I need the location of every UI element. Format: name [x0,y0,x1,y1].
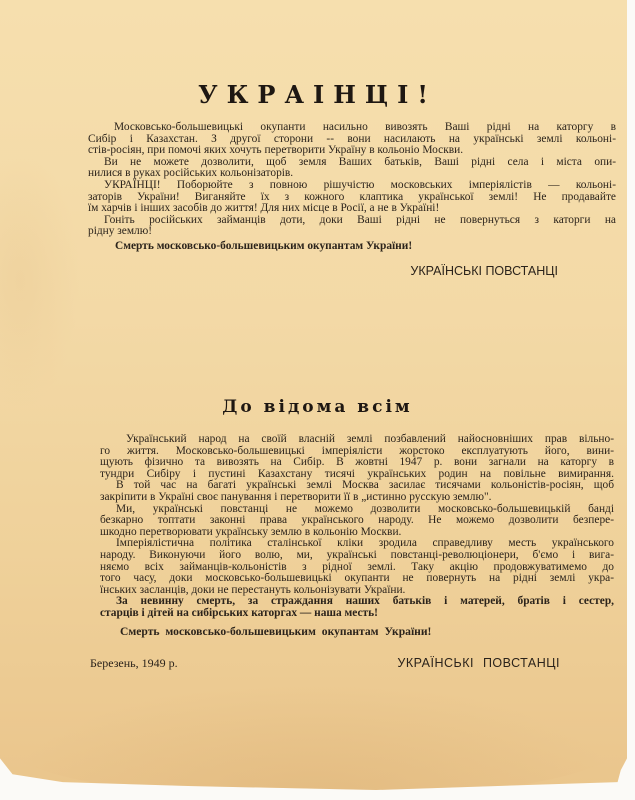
text-line: старців і дітей на сибірських каторгах — наша месть! [100,606,378,619]
text-line: няємо всіх займанців-кольоністів з рідної землі. Таку акцію продовжуватимемо до [100,560,614,573]
text-line: УКРАЇНЦІ! Поборюйте з повною рішучістю московських імперіялістів — кольоні- [104,178,616,191]
text-line: Гоніть російських займанців доти, доки Ваші рідні не повернуться з каторги на [104,213,616,226]
text-line: народу. Виконуючи його волю, ми, українські повстанці-революціонери, б'ємо і вига- [100,548,614,561]
section1-body [88,122,616,238]
text-line: нилися в руках російських кольонізаторів. [88,167,294,180]
paper-stain [0,680,627,800]
text-line: го життя. Московсько-большевицькі імперіялісти жорстоко експлуатують його, вини- [100,444,614,457]
text-line: тундри Сибіру і пустині Казахстану тисячі українських родин на повільне вимирання. [100,467,614,480]
text-line: закріпити в Україні своє панування і перетворити її в „истинно русскую землю". [100,490,492,503]
section2-title: До відома всім [222,397,413,417]
section2-body [100,434,614,620]
text-line: щують фізично та вивозять на Сибір. В жовтні 1947 р. вони загнали на каторгу в [100,456,614,469]
text-line: Український народ на своїй власній землі позбавлений найосновніших прав вільно- [126,433,614,445]
text-line: Імперіялістична політика сталінської кліки зродила справедливу месть українського [116,537,614,550]
section2-signature: УКРАЇНСЬКІ ПОВСТАНЦІ [397,656,560,670]
text-line: їм харчів і інших засобів до життя! Для них місце в Росії, а не в Україні! [88,202,440,215]
section1-slogan: Смерть московсько-большевицьким окупантам України! [115,240,413,252]
text-line: стів-росіян, при помочі яких хочуть перетворити Україну в кольоніо Москви. [88,144,464,157]
text-line: заторів України! Виганяйте їх з кожного клаптика української землі! Не продавайте [88,190,616,203]
text-line: За невинну смерть, за страждання наших батьків і матерей, братів і сестер, [116,595,614,608]
text-line: Ми, українські повстанці не можемо дозволити московсько-большевицькій банді [116,502,614,515]
text-line: Сибір і Казахстан. З другої сторони -- вони насилають на українські землі кольоні- [88,132,616,145]
section1-signature: УКРАЇНСЬКІ ПОВСТАНЦІ [410,264,558,278]
text-line: шкодно перетворювати українську землю в кольонію Москви. [100,525,402,538]
text-line: їнських засланців, доки не перестануть кольонізувати України. [100,583,406,596]
text-line: безкарно топтати законні права українського народу. Не можемо дозволити безпере- [100,514,614,527]
text-line: рідну землю! [88,225,153,238]
text-line: того часу, доки московсько-большевицькі окупанти не повернуть на рідні землі укра- [100,572,614,585]
paper-stain [0,150,80,410]
text-line: Московсько-большевицькі окупанти насильно вивозять Ваші рідні на каторгу в [114,121,616,133]
text-line: В той час на багаті українські землі Москва засилає тисячами кольоністів-росіян, щоб [116,479,614,492]
issue-date: Березень, 1949 р. [90,656,178,670]
text-line: Ви не можете дозволити, щоб земля Ваших батьків, Ваші рідні села і міста опи- [104,155,616,168]
section2-slogan: Смерть московсько-большевицьким окупантам України! [120,625,432,638]
section1-title: УКРАІНЦІ! [198,80,437,109]
